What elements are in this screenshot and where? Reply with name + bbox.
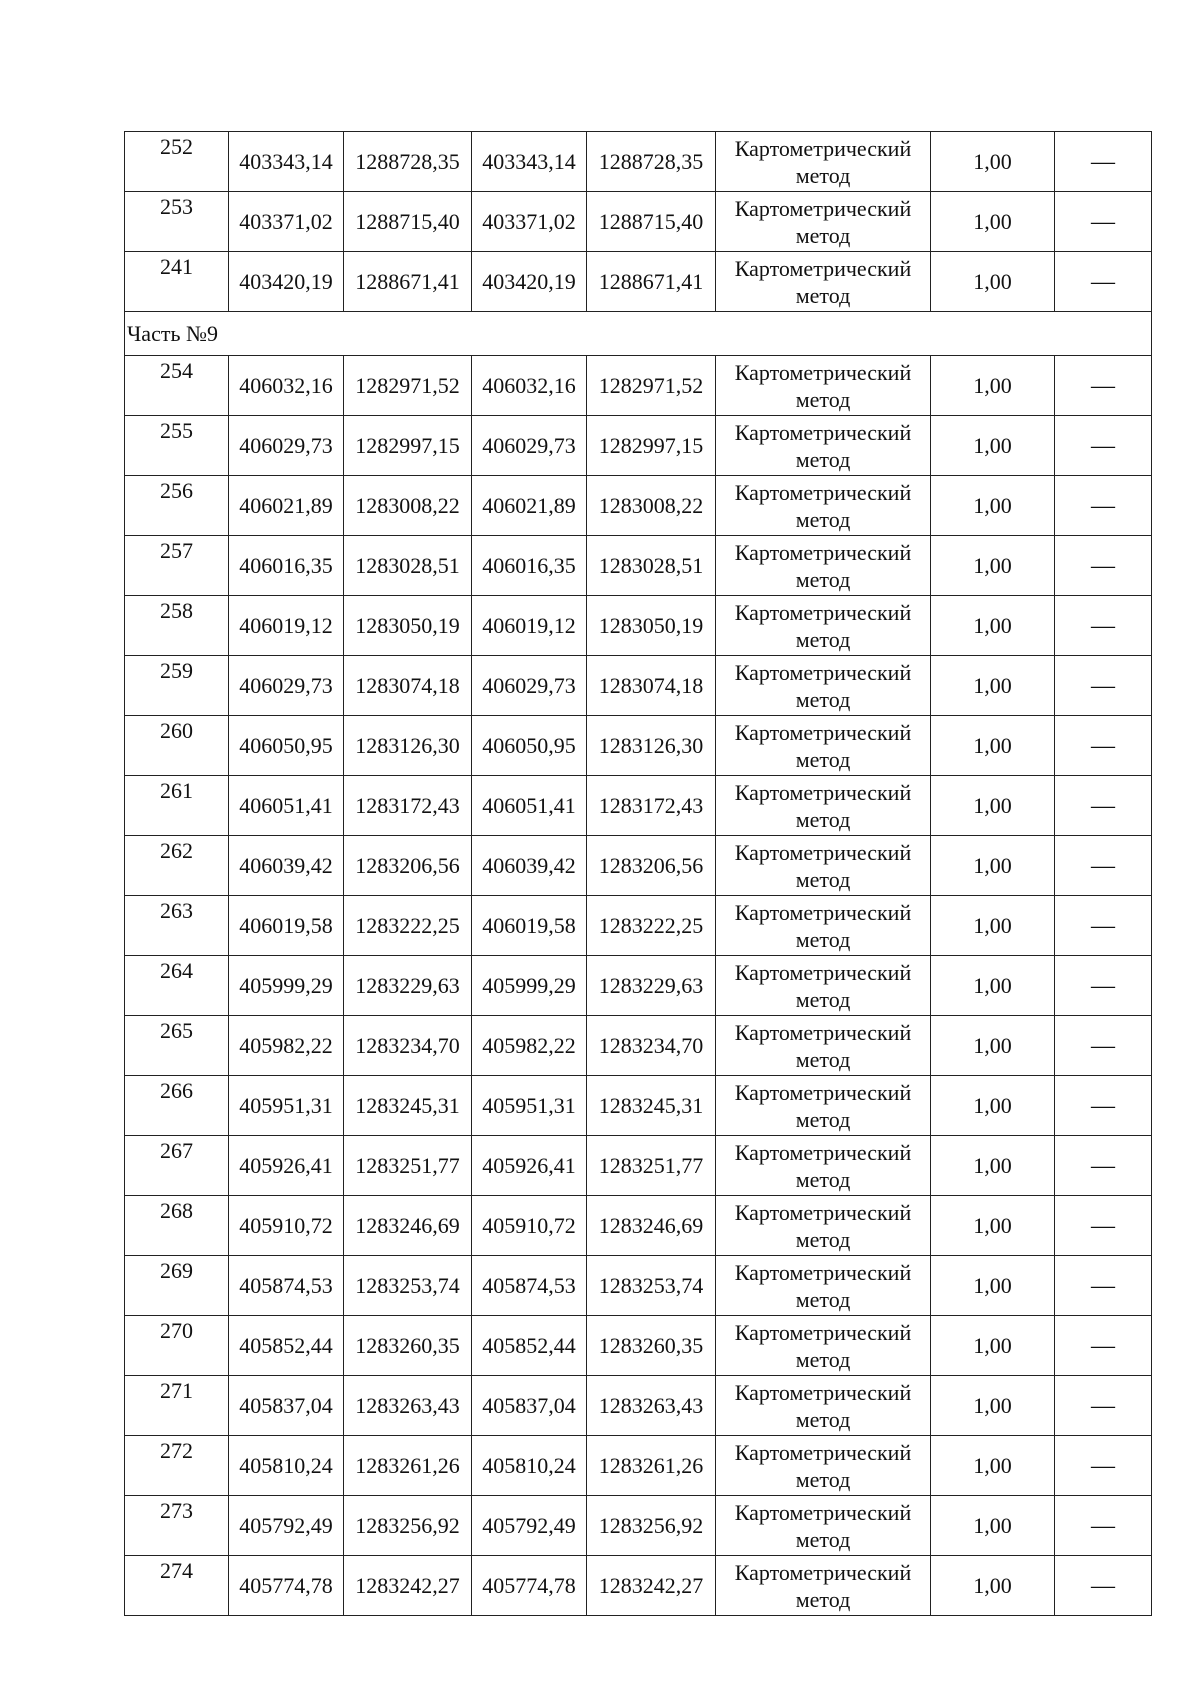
x-coordinate-cell: 405852,44 [229, 1316, 344, 1376]
method-label-line2: метод [795, 282, 851, 308]
method-label-line2: метод [795, 626, 851, 652]
method-label-line2: метод [795, 162, 851, 188]
empty-value-cell: — [1055, 1016, 1152, 1076]
y-coordinate-cell: 1283256,92 [587, 1496, 716, 1556]
y-coordinate-cell: 1288671,41 [344, 252, 472, 312]
method-label-line2: метод [795, 1046, 851, 1072]
y-coordinate-cell: 1283253,74 [344, 1256, 472, 1316]
empty-value-cell: — [1055, 716, 1152, 776]
x-coordinate-cell: 405874,53 [472, 1256, 587, 1316]
x-coordinate-cell: 405951,31 [472, 1076, 587, 1136]
x-coordinate-cell: 405999,29 [229, 956, 344, 1016]
method-label-line2: метод [795, 1106, 851, 1132]
method-label-line2: метод [795, 1466, 851, 1492]
y-coordinate-cell: 1283008,22 [344, 476, 472, 536]
x-coordinate-cell: 405982,22 [229, 1016, 344, 1076]
y-coordinate-cell: 1283229,63 [344, 956, 472, 1016]
method-label-line1: Картометрический [734, 1019, 912, 1045]
y-coordinate-cell: 1288728,35 [344, 132, 472, 192]
empty-value-cell: — [1055, 776, 1152, 836]
method-cell [716, 956, 931, 1016]
y-coordinate-cell: 1283050,19 [587, 596, 716, 656]
y-coordinate-cell: 1283263,43 [587, 1376, 716, 1436]
method-label-line1: Картометрический [734, 539, 912, 565]
method-label-line2: метод [795, 926, 851, 952]
method-label-line1: Картометрический [734, 1139, 912, 1165]
x-coordinate-cell: 405792,49 [229, 1496, 344, 1556]
table-row [125, 132, 1152, 192]
method-cell [716, 476, 931, 536]
table-row [125, 1376, 1152, 1436]
x-coordinate-cell: 406029,73 [229, 416, 344, 476]
x-coordinate-cell: 406016,35 [229, 536, 344, 596]
x-coordinate-cell: 406032,16 [472, 356, 587, 416]
empty-value-cell: — [1055, 1436, 1152, 1496]
accuracy-cell: 1,00 [931, 1376, 1055, 1436]
x-coordinate-cell: 403371,02 [229, 192, 344, 252]
table-row [125, 416, 1152, 476]
table-row [125, 656, 1152, 716]
y-coordinate-cell: 1283222,25 [587, 896, 716, 956]
table-row [125, 1496, 1152, 1556]
accuracy-cell: 1,00 [931, 1556, 1055, 1616]
method-label-line1: Картометрический [734, 1319, 912, 1345]
accuracy-cell: 1,00 [931, 1136, 1055, 1196]
x-coordinate-cell: 405792,49 [472, 1496, 587, 1556]
y-coordinate-cell: 1288715,40 [344, 192, 472, 252]
y-coordinate-cell: 1283172,43 [587, 776, 716, 836]
table-row [125, 1256, 1152, 1316]
method-label-line1: Картометрический [734, 1559, 912, 1585]
y-coordinate-cell: 1283074,18 [587, 656, 716, 716]
table-row [125, 1076, 1152, 1136]
table-row [125, 1316, 1152, 1376]
table-row [125, 536, 1152, 596]
empty-value-cell: — [1055, 1076, 1152, 1136]
x-coordinate-cell: 406029,73 [472, 656, 587, 716]
method-cell [716, 896, 931, 956]
empty-value-cell: — [1055, 192, 1152, 252]
table-row [125, 192, 1152, 252]
method-label-line2: метод [795, 566, 851, 592]
method-label-line2: метод [795, 386, 851, 412]
method-cell [716, 1436, 931, 1496]
method-label-line1: Картометрический [734, 135, 912, 161]
y-coordinate-cell: 1283242,27 [587, 1556, 716, 1616]
x-coordinate-cell: 405874,53 [229, 1256, 344, 1316]
x-coordinate-cell: 405837,04 [229, 1376, 344, 1436]
method-label-line2: метод [795, 866, 851, 892]
accuracy-cell: 1,00 [931, 132, 1055, 192]
method-label-line2: метод [795, 1286, 851, 1312]
x-coordinate-cell: 405999,29 [472, 956, 587, 1016]
table-body [125, 132, 1152, 1616]
empty-value-cell: — [1055, 356, 1152, 416]
x-coordinate-cell: 406039,42 [472, 836, 587, 896]
x-coordinate-cell: 405910,72 [229, 1196, 344, 1256]
method-cell [716, 656, 931, 716]
x-coordinate-cell: 406050,95 [229, 716, 344, 776]
table-row [125, 1016, 1152, 1076]
empty-value-cell: — [1055, 656, 1152, 716]
method-label-line2: метод [795, 746, 851, 772]
section-title: Часть №9 [125, 312, 1152, 356]
method-label-line1: Картометрический [734, 839, 912, 865]
method-cell [716, 1496, 931, 1556]
x-coordinate-cell: 405926,41 [472, 1136, 587, 1196]
point-number-cell: 264 [125, 956, 229, 1016]
method-cell [716, 1316, 931, 1376]
accuracy-cell: 1,00 [931, 1436, 1055, 1496]
method-label-line1: Картометрический [734, 1439, 912, 1465]
empty-value-cell: — [1055, 596, 1152, 656]
table-row [125, 1436, 1152, 1496]
x-coordinate-cell: 406032,16 [229, 356, 344, 416]
method-cell [716, 1136, 931, 1196]
method-label-line2: метод [795, 1526, 851, 1552]
empty-value-cell: — [1055, 896, 1152, 956]
method-cell [716, 836, 931, 896]
y-coordinate-cell: 1288715,40 [587, 192, 716, 252]
point-number-cell: 268 [125, 1196, 229, 1256]
y-coordinate-cell: 1283234,70 [587, 1016, 716, 1076]
x-coordinate-cell: 406021,89 [472, 476, 587, 536]
y-coordinate-cell: 1282971,52 [587, 356, 716, 416]
method-cell [716, 1556, 931, 1616]
empty-value-cell: — [1055, 956, 1152, 1016]
method-label-line2: метод [795, 1406, 851, 1432]
x-coordinate-cell: 406039,42 [229, 836, 344, 896]
accuracy-cell: 1,00 [931, 1316, 1055, 1376]
point-number-cell: 271 [125, 1376, 229, 1436]
coordinates-table [124, 131, 1152, 1616]
table-row [125, 776, 1152, 836]
point-number-cell: 265 [125, 1016, 229, 1076]
method-cell [716, 1196, 931, 1256]
x-coordinate-cell: 405982,22 [472, 1016, 587, 1076]
y-coordinate-cell: 1282971,52 [344, 356, 472, 416]
table-row [125, 896, 1152, 956]
y-coordinate-cell: 1282997,15 [344, 416, 472, 476]
method-label-line1: Картометрический [734, 255, 912, 281]
table-row [125, 1196, 1152, 1256]
point-number-cell: 272 [125, 1436, 229, 1496]
y-coordinate-cell: 1283008,22 [587, 476, 716, 536]
x-coordinate-cell: 405852,44 [472, 1316, 587, 1376]
method-label-line2: метод [795, 1346, 851, 1372]
y-coordinate-cell: 1283222,25 [344, 896, 472, 956]
empty-value-cell: — [1055, 836, 1152, 896]
accuracy-cell: 1,00 [931, 836, 1055, 896]
table-row [125, 1556, 1152, 1616]
empty-value-cell: — [1055, 1556, 1152, 1616]
method-label-line1: Картометрический [734, 1199, 912, 1225]
y-coordinate-cell: 1283126,30 [587, 716, 716, 776]
x-coordinate-cell: 406019,58 [472, 896, 587, 956]
method-label-line1: Картометрический [734, 779, 912, 805]
method-label-line2: метод [795, 506, 851, 532]
accuracy-cell: 1,00 [931, 356, 1055, 416]
method-label-line1: Картометрический [734, 599, 912, 625]
x-coordinate-cell: 406019,58 [229, 896, 344, 956]
method-label-line1: Картометрический [734, 479, 912, 505]
empty-value-cell: — [1055, 252, 1152, 312]
point-number-cell: 252 [125, 132, 229, 192]
point-number-cell: 257 [125, 536, 229, 596]
point-number-cell: 270 [125, 1316, 229, 1376]
y-coordinate-cell: 1283229,63 [587, 956, 716, 1016]
x-coordinate-cell: 405951,31 [229, 1076, 344, 1136]
accuracy-cell: 1,00 [931, 416, 1055, 476]
empty-value-cell: — [1055, 1196, 1152, 1256]
empty-value-cell: — [1055, 416, 1152, 476]
x-coordinate-cell: 406016,35 [472, 536, 587, 596]
y-coordinate-cell: 1283126,30 [344, 716, 472, 776]
x-coordinate-cell: 405810,24 [229, 1436, 344, 1496]
accuracy-cell: 1,00 [931, 1076, 1055, 1136]
point-number-cell: 254 [125, 356, 229, 416]
x-coordinate-cell: 405774,78 [472, 1556, 587, 1616]
method-cell [716, 1376, 931, 1436]
accuracy-cell: 1,00 [931, 896, 1055, 956]
x-coordinate-cell: 406051,41 [472, 776, 587, 836]
accuracy-cell: 1,00 [931, 192, 1055, 252]
x-coordinate-cell: 405926,41 [229, 1136, 344, 1196]
x-coordinate-cell: 403343,14 [229, 132, 344, 192]
method-label-line1: Картометрический [734, 1259, 912, 1285]
method-cell [716, 1076, 931, 1136]
x-coordinate-cell: 405837,04 [472, 1376, 587, 1436]
accuracy-cell: 1,00 [931, 1016, 1055, 1076]
x-coordinate-cell: 403420,19 [472, 252, 587, 312]
y-coordinate-cell: 1282997,15 [587, 416, 716, 476]
x-coordinate-cell: 405810,24 [472, 1436, 587, 1496]
method-cell [716, 596, 931, 656]
accuracy-cell: 1,00 [931, 716, 1055, 776]
empty-value-cell: — [1055, 1496, 1152, 1556]
table-row [125, 1136, 1152, 1196]
y-coordinate-cell: 1283028,51 [587, 536, 716, 596]
y-coordinate-cell: 1283206,56 [587, 836, 716, 896]
method-cell [716, 776, 931, 836]
y-coordinate-cell: 1283172,43 [344, 776, 472, 836]
y-coordinate-cell: 1288671,41 [587, 252, 716, 312]
method-cell [716, 356, 931, 416]
method-cell [716, 416, 931, 476]
point-number-cell: 262 [125, 836, 229, 896]
y-coordinate-cell: 1283256,92 [344, 1496, 472, 1556]
accuracy-cell: 1,00 [931, 776, 1055, 836]
x-coordinate-cell: 406029,73 [472, 416, 587, 476]
table-row [125, 356, 1152, 416]
method-label-line2: метод [795, 222, 851, 248]
method-label-line2: метод [795, 806, 851, 832]
x-coordinate-cell: 406019,12 [472, 596, 587, 656]
point-number-cell: 269 [125, 1256, 229, 1316]
y-coordinate-cell: 1283260,35 [344, 1316, 472, 1376]
method-cell [716, 716, 931, 776]
table-row [125, 836, 1152, 896]
accuracy-cell: 1,00 [931, 476, 1055, 536]
empty-value-cell: — [1055, 132, 1152, 192]
method-cell [716, 132, 931, 192]
y-coordinate-cell: 1283263,43 [344, 1376, 472, 1436]
accuracy-cell: 1,00 [931, 596, 1055, 656]
y-coordinate-cell: 1283206,56 [344, 836, 472, 896]
accuracy-cell: 1,00 [931, 536, 1055, 596]
y-coordinate-cell: 1283246,69 [344, 1196, 472, 1256]
y-coordinate-cell: 1283074,18 [344, 656, 472, 716]
point-number-cell: 255 [125, 416, 229, 476]
y-coordinate-cell: 1283261,26 [344, 1436, 472, 1496]
y-coordinate-cell: 1283242,27 [344, 1556, 472, 1616]
y-coordinate-cell: 1283028,51 [344, 536, 472, 596]
point-number-cell: 256 [125, 476, 229, 536]
y-coordinate-cell: 1283245,31 [344, 1076, 472, 1136]
method-label-line1: Картометрический [734, 1499, 912, 1525]
x-coordinate-cell: 405910,72 [472, 1196, 587, 1256]
y-coordinate-cell: 1283251,77 [344, 1136, 472, 1196]
x-coordinate-cell: 405774,78 [229, 1556, 344, 1616]
y-coordinate-cell: 1283261,26 [587, 1436, 716, 1496]
y-coordinate-cell: 1283260,35 [587, 1316, 716, 1376]
method-cell [716, 536, 931, 596]
method-label-line1: Картометрический [734, 959, 912, 985]
point-number-cell: 241 [125, 252, 229, 312]
x-coordinate-cell: 406029,73 [229, 656, 344, 716]
y-coordinate-cell: 1283253,74 [587, 1256, 716, 1316]
method-label-line2: метод [795, 686, 851, 712]
empty-value-cell: — [1055, 1376, 1152, 1436]
accuracy-cell: 1,00 [931, 956, 1055, 1016]
x-coordinate-cell: 406021,89 [229, 476, 344, 536]
empty-value-cell: — [1055, 1316, 1152, 1376]
method-label-line1: Картометрический [734, 659, 912, 685]
point-number-cell: 258 [125, 596, 229, 656]
method-cell [716, 1256, 931, 1316]
point-number-cell: 273 [125, 1496, 229, 1556]
x-coordinate-cell: 403371,02 [472, 192, 587, 252]
x-coordinate-cell: 403420,19 [229, 252, 344, 312]
point-number-cell: 260 [125, 716, 229, 776]
x-coordinate-cell: 403343,14 [472, 132, 587, 192]
point-number-cell: 261 [125, 776, 229, 836]
empty-value-cell: — [1055, 476, 1152, 536]
accuracy-cell: 1,00 [931, 656, 1055, 716]
point-number-cell: 253 [125, 192, 229, 252]
method-label-line2: метод [795, 1586, 851, 1612]
point-number-cell: 259 [125, 656, 229, 716]
empty-value-cell: — [1055, 1256, 1152, 1316]
x-coordinate-cell: 406019,12 [229, 596, 344, 656]
section-header-row [125, 312, 1152, 356]
accuracy-cell: 1,00 [931, 1496, 1055, 1556]
y-coordinate-cell: 1283246,69 [587, 1196, 716, 1256]
method-label-line1: Картометрический [734, 1379, 912, 1405]
x-coordinate-cell: 406051,41 [229, 776, 344, 836]
method-label-line2: метод [795, 1226, 851, 1252]
method-label-line2: метод [795, 446, 851, 472]
method-cell [716, 252, 931, 312]
empty-value-cell: — [1055, 1136, 1152, 1196]
accuracy-cell: 1,00 [931, 252, 1055, 312]
empty-value-cell: — [1055, 536, 1152, 596]
y-coordinate-cell: 1288728,35 [587, 132, 716, 192]
table-row [125, 476, 1152, 536]
y-coordinate-cell: 1283245,31 [587, 1076, 716, 1136]
method-label-line1: Картометрический [734, 195, 912, 221]
method-label-line1: Картометрический [734, 899, 912, 925]
method-label-line2: метод [795, 986, 851, 1012]
table-row [125, 596, 1152, 656]
method-label-line1: Картометрический [734, 419, 912, 445]
method-label-line1: Картометрический [734, 1079, 912, 1105]
point-number-cell: 263 [125, 896, 229, 956]
accuracy-cell: 1,00 [931, 1256, 1055, 1316]
point-number-cell: 267 [125, 1136, 229, 1196]
method-label-line2: метод [795, 1166, 851, 1192]
method-label-line1: Картометрический [734, 359, 912, 385]
y-coordinate-cell: 1283234,70 [344, 1016, 472, 1076]
method-cell [716, 1016, 931, 1076]
method-label-line1: Картометрический [734, 719, 912, 745]
table-row [125, 252, 1152, 312]
table-row [125, 716, 1152, 776]
y-coordinate-cell: 1283050,19 [344, 596, 472, 656]
point-number-cell: 266 [125, 1076, 229, 1136]
method-cell [716, 192, 931, 252]
table-row [125, 956, 1152, 1016]
y-coordinate-cell: 1283251,77 [587, 1136, 716, 1196]
accuracy-cell: 1,00 [931, 1196, 1055, 1256]
point-number-cell: 274 [125, 1556, 229, 1616]
x-coordinate-cell: 406050,95 [472, 716, 587, 776]
